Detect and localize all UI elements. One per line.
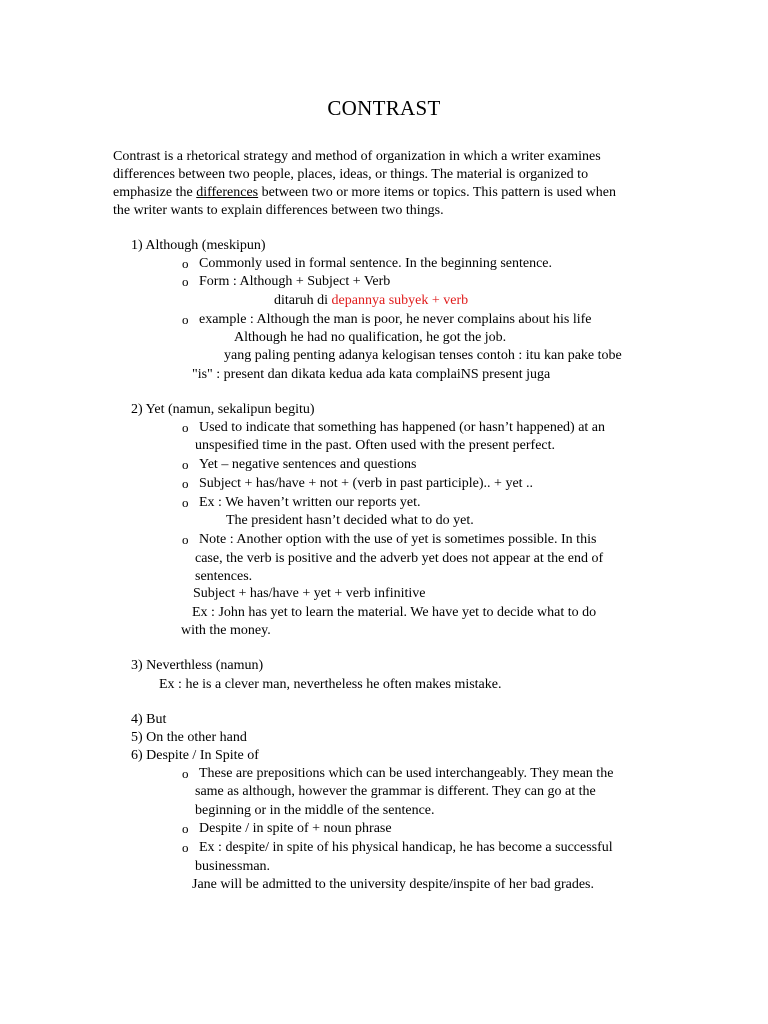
s6-bullet-3-line-1: Ex : despite/ in spite of his physical handicap, he has become a successful (199, 840, 613, 855)
s1-bullet-1: Commonly used in formal sentence. In the beginning sentence. (199, 256, 553, 271)
bullet-marker: o (182, 532, 189, 547)
intro-line-2: differences between two people, places, ideas, or things. The material is organized to (113, 167, 589, 182)
s2-bullet-3: Subject + has/have + not + (verb in past participle).. + yet .. (199, 476, 534, 491)
intro-line-3 (113, 184, 616, 202)
intro-line-4: the writer wants to explain differences between two things. (113, 203, 444, 218)
bullet-marker: o (182, 457, 189, 472)
s1-note-pre: ditaruh di (274, 293, 332, 308)
s2-bullet-1-line-2: unspesified time in the past. Often used with the present perfect. (195, 438, 556, 453)
bullet-marker: o (182, 274, 189, 289)
bullet-marker: o (182, 821, 189, 836)
bullet-marker: o (182, 256, 189, 271)
section-3-heading: 3) Neverthless (namun) (131, 658, 264, 673)
bullet-marker: o (182, 840, 189, 855)
bullet-marker: o (182, 312, 189, 327)
intro-underlined-differences: differences (196, 185, 259, 200)
s2-bullet-1-line-1: Used to indicate that something has happened (or hasn’t happened) at an (199, 420, 606, 435)
s1-bullet-2: Form : Although + Subject + Verb (199, 274, 391, 289)
s2-bullet-5-line-6: with the money. (181, 623, 271, 638)
s1-bullet-3-line-2: Although he had no qualification, he got the job. (234, 330, 507, 345)
section-4-heading: 4) But (131, 712, 167, 727)
s2-bullet-5-line-2: case, the verb is positive and the adverb yet does not appear at the end of (195, 551, 604, 566)
s3-example: Ex : he is a clever man, nevertheless he often makes mistake. (159, 677, 502, 692)
intro-line-3-post: between two or more items or topics. This pattern is used when (258, 185, 616, 200)
s6-bullet-2: Despite / in spite of + noun phrase (199, 821, 392, 836)
s2-bullet-4-line-2: The president hasn’t decided what to do yet. (226, 513, 474, 528)
s6-bullet-3-line-3: Jane will be admitted to the university despite/inspite of her bad grades. (192, 877, 595, 892)
bullet-marker: o (182, 495, 189, 510)
s1-bullet-3-line-4: "is" : present dan dikata kedua ada kata complaiNS present juga (192, 367, 551, 382)
page-title: CONTRAST (327, 96, 441, 120)
s6-bullet-1-line-2: same as although, however the grammar is different. They can go at the (195, 784, 596, 799)
s1-bullet-3: example : Although the man is poor, he never complains about his life (199, 312, 592, 327)
bullet-marker: o (182, 766, 189, 781)
s6-bullet-1-line-1: These are prepositions which can be used interchangeably. They mean the (199, 766, 614, 781)
s1-note-red: depannya subyek + verb (331, 293, 469, 308)
s2-bullet-5-line-3: sentences. (195, 569, 253, 584)
s6-bullet-3-line-2: businessman. (195, 859, 271, 874)
intro-line-1: Contrast is a rhetorical strategy and method of organization in which a writer examines (113, 149, 601, 164)
section-2-heading: 2) Yet (namun, sekalipun begitu) (131, 402, 315, 417)
s1-bullet-3-line-3: yang paling penting adanya kelogisan tenses contoh : itu kan pake tobe (224, 348, 622, 363)
section-1-heading: 1) Although (meskipun) (131, 238, 266, 253)
s2-bullet-5-line-4: Subject + has/have + yet + verb infinitive (193, 586, 426, 601)
section-5-heading: 5) On the other hand (131, 730, 247, 745)
s2-bullet-4: Ex : We haven’t written our reports yet. (199, 495, 421, 510)
s2-bullet-5-line-5: Ex : John has yet to learn the material. We have yet to decide what to do (192, 605, 597, 620)
bullet-marker: o (182, 420, 189, 435)
intro-line-3-pre: emphasize the (113, 185, 197, 200)
section-6-heading: 6) Despite / In Spite of (131, 748, 259, 763)
bullet-marker: o (182, 476, 189, 491)
s6-bullet-1-line-3: beginning or in the middle of the sentence. (195, 803, 435, 818)
s2-bullet-2: Yet – negative sentences and questions (199, 457, 417, 472)
s2-bullet-5-line-1: Note : Another option with the use of yet is sometimes possible. In this (199, 532, 597, 547)
s1-bullet-2-note (274, 292, 468, 310)
